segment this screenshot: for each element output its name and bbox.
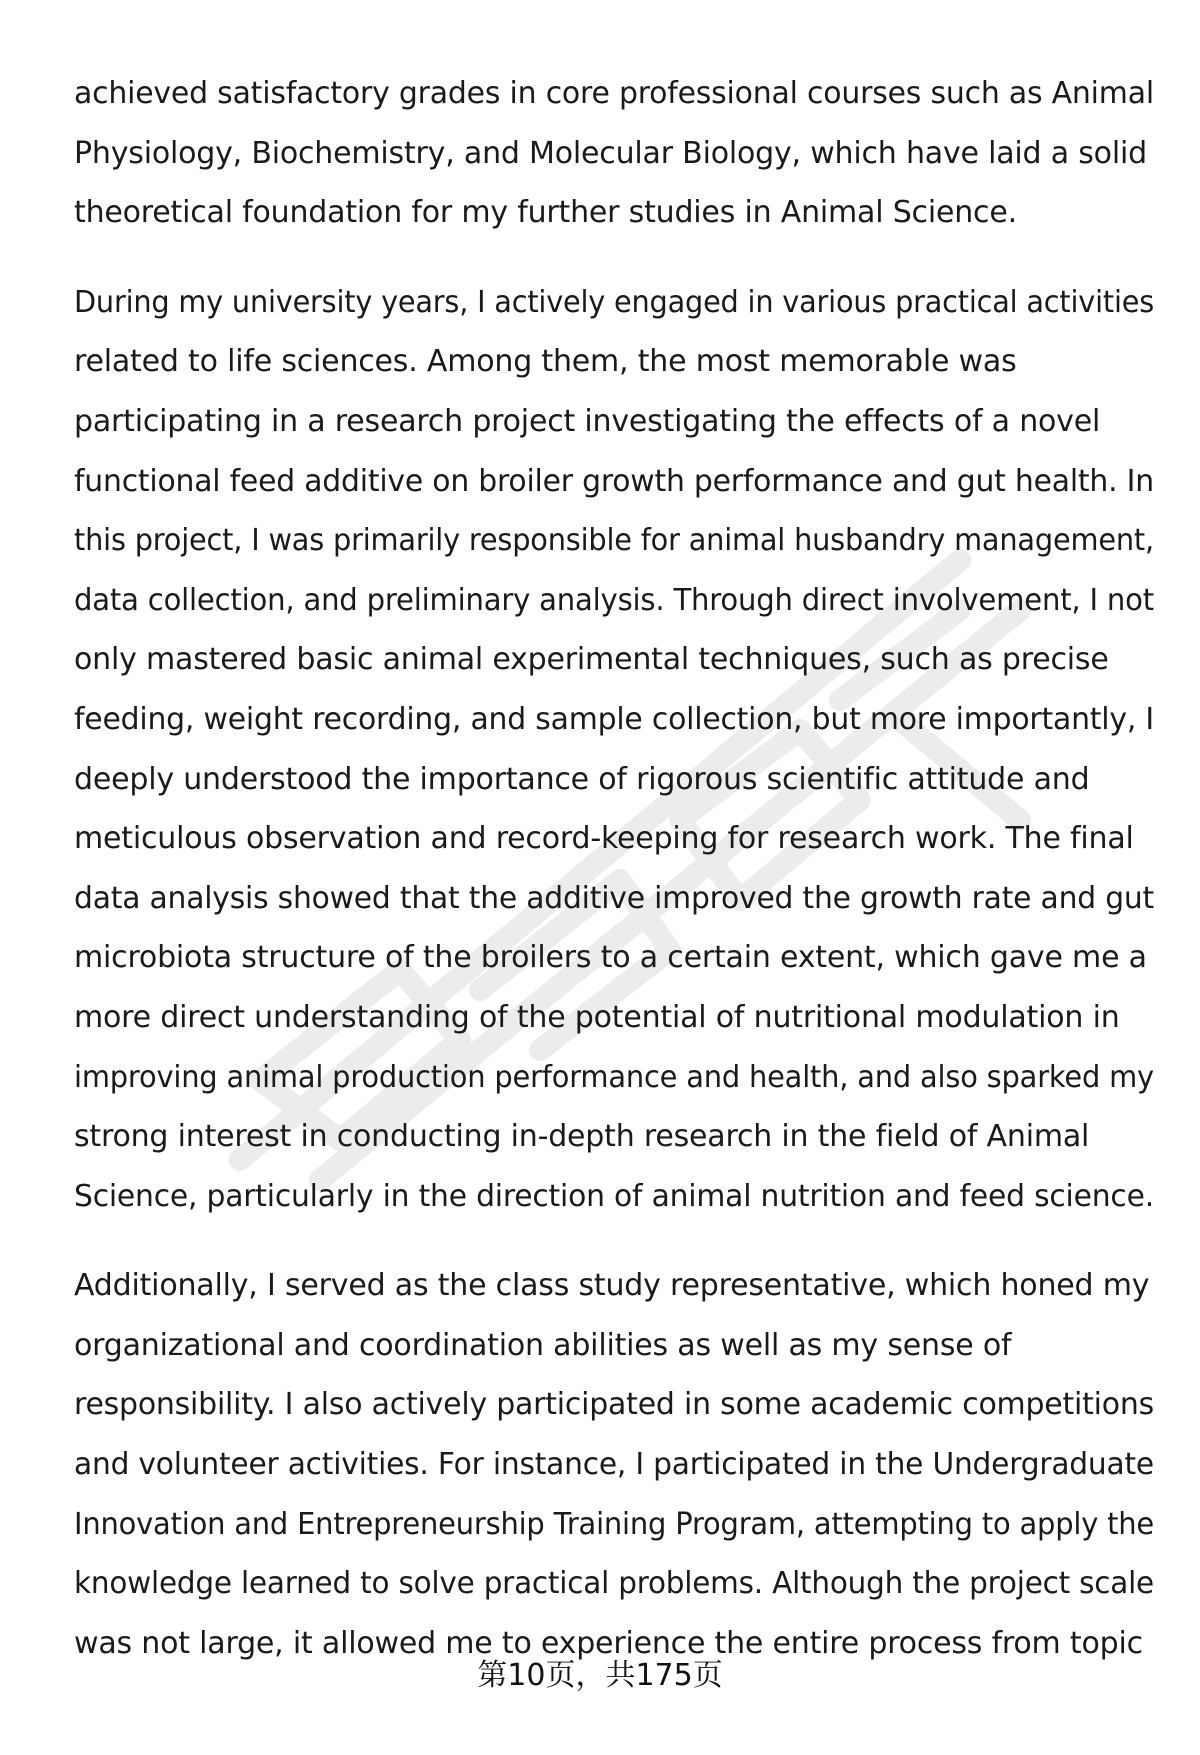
text-line: only mastered basic animal experimental techniques, such as precise [74,642,1109,678]
text-line: related to life sciences. Among them, the most memorable was [74,344,1017,380]
text-line: theoretical foundation for my further studies in Animal Science. [74,195,1017,231]
text-line: knowledge learned to solve practical problems. Although the project scale [74,1566,1154,1602]
text-line: data collection, and preliminary analysis. Through direct involvement, I not [74,582,1154,618]
text-line: meticulous observation and record-keeping for research work. The final [74,821,1134,857]
paragraph-activities [74,1256,1154,1673]
text-line: Innovation and Entrepreneurship Training Program, attempting to apply the [74,1506,1155,1542]
text-line: deeply understood the importance of rigorous scientific attitude and [74,761,1090,797]
text-line: was not large, it allowed me to experience the entire process from topic [74,1625,1143,1661]
text-line: improving animal production performance and health, and also sparked my [74,1059,1154,1095]
text-line: participating in a research project investigating the effects of a novel [74,403,1101,439]
text-line: During my university years, I actively engaged in various practical activities [74,284,1155,320]
text-line: strong interest in conducting in-depth research in the field of Animal [74,1119,1090,1155]
text-line: organizational and coordination abilities as well as my sense of [74,1327,1012,1363]
text-line: Science, particularly in the direction of animal nutrition and feed science. [74,1178,1154,1214]
text-line: feeding, weight recording, and sample collection, but more importantly, I [74,701,1155,737]
text-line: more direct understanding of the potential of nutritional modulation in [74,999,1120,1035]
page-number-footer: 第10页，共175页 [477,1658,723,1693]
text-line: functional feed additive on broiler growth performance and gut health. In [74,463,1154,499]
text-line: this project, I was primarily responsible for animal husbandry management, [74,523,1154,559]
text-line: Physiology, Biochemistry, and Molecular Biology, which have laid a solid [74,135,1147,171]
paragraph-research-experience [74,273,1154,1227]
text-line: microbiota structure of the broilers to a certain extent, which gave me a [74,940,1147,976]
text-line: Additionally, I served as the class study representative, which honed my [74,1268,1150,1304]
text-line: and volunteer activities. For instance, I participated in the Undergraduate [74,1447,1154,1483]
text-line: data analysis showed that the additive improved the growth rate and gut [74,880,1155,916]
text-line: responsibility. I also actively participated in some academic competitions [74,1387,1155,1423]
document-body [74,64,1154,1703]
paragraph-coursework [74,64,1154,243]
text-line: achieved satisfactory grades in core professional courses such as Animal [74,76,1154,111]
